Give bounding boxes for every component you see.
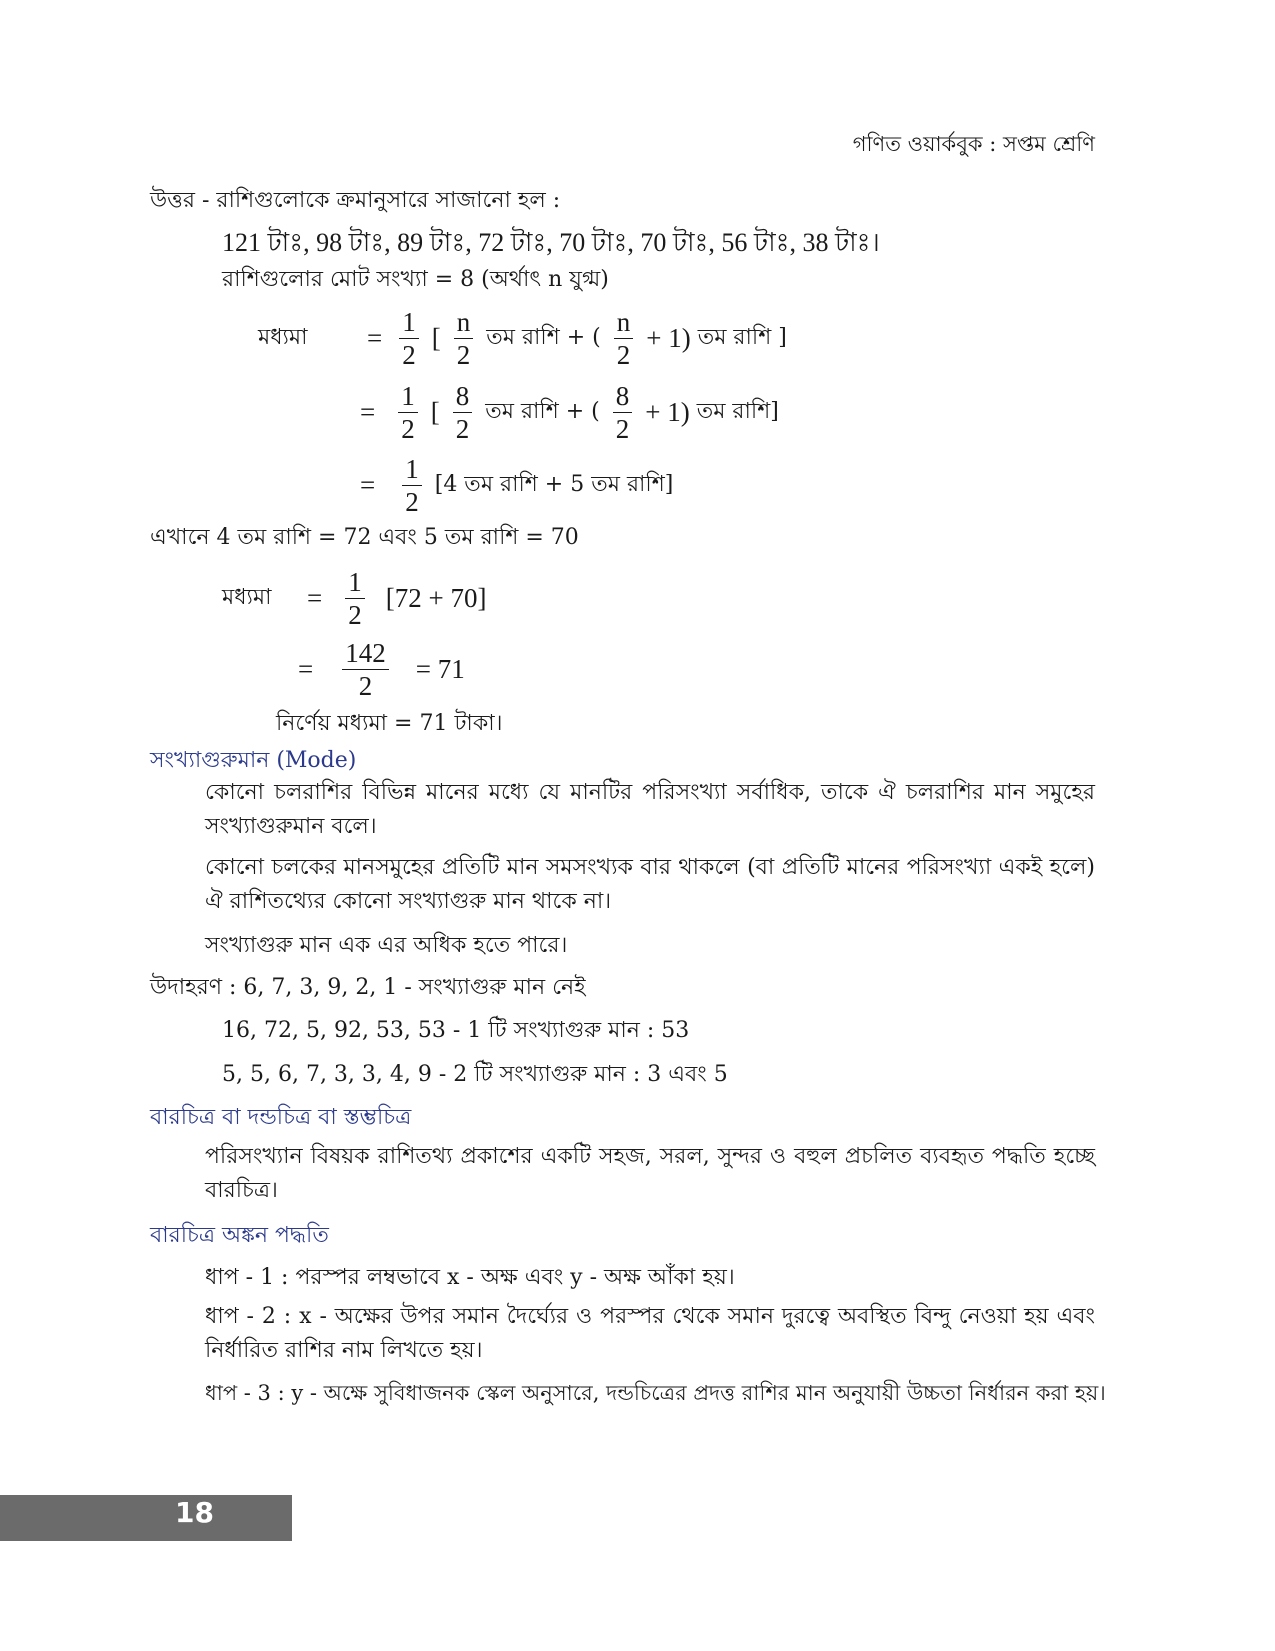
- mode-example-2: 16, 72, 5, 92, 53, 53 - 1 টি সংখ্যাগুরু মান : 53: [222, 1018, 690, 1043]
- running-header: গণিত ওয়ার্কবুক : সপ্তম শ্রেণি: [852, 132, 1095, 156]
- step-2: ধাপ - 2 : x - অক্ষের উপর সমান দৈর্ঘ্যের ও পরস্পর থেকে সমান দুরত্বে অবস্থিত বিন্দু নেওয়া হয় এবং নির্ধারিত রাশির নাম লিখতে হয়।: [205, 1304, 1095, 1363]
- values-count: রাশিগুলোর মোট সংখ্যা = 8 (অর্থাৎ n যুগ্ম): [222, 267, 609, 292]
- result-value: = 71: [415, 654, 465, 684]
- plus-one: + 1): [646, 323, 691, 353]
- mode-example-3: 5, 5, 6, 7, 3, 3, 4, 9 - 2 টি সংখ্যাগুরু মান : 3 এবং 5: [222, 1062, 728, 1087]
- plus-one: + 1): [645, 397, 690, 427]
- equals-sign: =: [360, 470, 376, 500]
- equals-sign: =: [298, 654, 314, 684]
- fraction-142-over-2: $\frac{142}{2}$: [342, 637, 389, 702]
- open-bracket: [: [431, 323, 441, 353]
- bar-method-heading: বারচিত্র অঙ্কন পদ্ধতি: [150, 1223, 329, 1248]
- bar-chart-heading: বারচিত্র বা দন্ডচিত্র বা স্তম্ভচিত্র: [150, 1105, 412, 1130]
- median-formula-line-3: [360, 453, 673, 518]
- term-text: [4 তম রাশি + 5 তম রাশি]: [434, 472, 674, 497]
- median-formula-line-2: [360, 380, 779, 445]
- equals-sign: =: [367, 323, 383, 353]
- term-text: তম রাশি]: [696, 399, 779, 424]
- fraction-n-over-2: $\frac{n}{2}$: [454, 306, 474, 371]
- sorted-values: 121 টাঃ, 98 টাঃ, 89 টাঃ, 72 টাঃ, 70 টাঃ, 70 টাঃ, 56 টাঃ, 38 টাঃ।: [222, 228, 880, 257]
- median-formula-line-1: [258, 306, 787, 371]
- term-text: তম রাশি + (: [486, 325, 601, 350]
- sum-bracket: [72 + 70]: [385, 583, 487, 613]
- mode-multiple-note: সংখ্যাগুরু মান এক এর অধিক হতে পারে।: [205, 933, 568, 958]
- mode-example-1: উদাহরণ : 6, 7, 3, 9, 2, 1 - সংখ্যাগুরু মান নেই: [150, 975, 586, 1000]
- median-label: মধ্যমা: [258, 325, 308, 350]
- page-number: 18: [175, 1496, 214, 1529]
- fraction-half: $\frac{1}{2}$: [402, 453, 422, 518]
- fraction-half: $\frac{1}{2}$: [398, 380, 418, 445]
- open-bracket: [: [430, 397, 440, 427]
- step-1: ধাপ - 1 : পরস্পর লম্বভাবে x - অক্ষ এবং y - অক্ষ আঁকা হয়।: [205, 1265, 735, 1290]
- mode-equal-frequency-note: কোনো চলকের মানসমুহের প্রতিটি মান সমসংখ্যক বার থাকলে (বা প্রতিটি মানের পরিসংখ্যা একই হলে) ঐ রাশিতথ্যের কোনো সংখ্যাগুরু মান থাকে না।: [205, 855, 1095, 914]
- answer-intro: উত্তর - রাশিগুলোকে ক্রমানুসারে সাজানো হল :: [150, 188, 561, 213]
- term-values: এখানে 4 তম রাশি = 72 এবং 5 তম রাশি = 70: [150, 525, 579, 550]
- median-computation-line-2: [298, 637, 465, 702]
- step-3: ধাপ - 3 : y - অক্ষে সুবিধাজনক স্কেল অনুসারে, দন্ডচিত্রের প্রদত্ত রাশির মান অনুযায়ী উচ্চতা নির্ধারন করা হয়।: [205, 1381, 1106, 1405]
- fraction-n-over-2: $\frac{n}{2}$: [614, 306, 634, 371]
- term-text: তম রাশি ]: [697, 325, 787, 350]
- fraction-8-over-2: $\frac{8}{2}$: [453, 380, 473, 445]
- fraction-half: $\frac{1}{2}$: [399, 306, 419, 371]
- fraction-8-over-2: $\frac{8}{2}$: [613, 380, 633, 445]
- page-number-bar: [0, 1495, 292, 1541]
- mode-definition: কোনো চলরাশির বিভিন্ন মানের মধ্যে যে মানটির পরিসংখ্যা সর্বাধিক, তাকে ঐ চলরাশির মান সমুহের সংখ্যাগুরুমান বলে।: [205, 780, 1095, 839]
- equals-sign: =: [307, 583, 323, 613]
- median-label: মধ্যমা: [222, 585, 272, 610]
- mode-heading: সংখ্যাগুরুমান (Mode): [150, 748, 357, 773]
- bar-chart-definition: পরিসংখ্যান বিষয়ক রাশিতথ্য প্রকাশের একটি সহজ, সরল, সুন্দর ও বহুল প্রচলিত ব্যবহৃত পদ্ধতি হচ্ছে বারচিত্র।: [205, 1144, 1095, 1203]
- term-text: তম রাশি + (: [485, 399, 600, 424]
- equals-sign: =: [360, 397, 376, 427]
- fraction-half: $\frac{1}{2}$: [345, 566, 365, 631]
- median-result: নির্ণেয় মধ্যমা = 71 টাকা।: [276, 711, 503, 736]
- median-computation-line-1: [222, 566, 486, 631]
